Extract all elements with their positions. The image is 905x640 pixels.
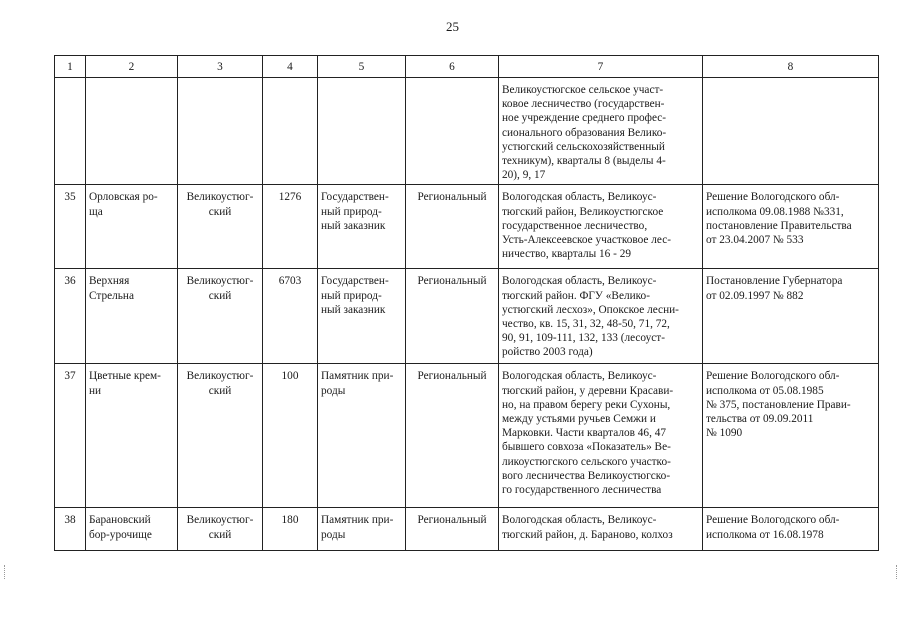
district-cell [178,508,263,551]
cell-line: Великоустюг- [186,275,254,288]
district-cell [178,185,263,269]
category-cell [318,185,406,269]
cell-line: Вологодская область, Великоус- [502,370,657,383]
document-cell [703,508,879,551]
cell-line: тюгский район, д. Бараново, колхоз [502,528,673,541]
table-row [55,78,879,185]
cell-line: ное учреждение среднего профес- [502,112,667,125]
district-cell [178,269,263,364]
cell-line: Верхняя [89,275,130,288]
category-cell [318,78,406,185]
cell-line: государственное лесничество, [502,219,648,232]
district-cell [178,364,263,508]
significance-cell: Региональный [406,364,499,508]
document-cell [703,185,879,269]
name-cell [86,78,178,185]
name-cell [86,185,178,269]
area-cell [263,78,318,185]
cell-line: ный заказник [321,219,386,232]
area-cell: 180 [263,508,318,551]
cell-line: тюгский район, у деревни Красави- [502,384,674,397]
cell-line: Цветные крем- [89,370,161,383]
column-header: 2 [86,56,178,78]
significance-cell: Региональный [406,269,499,364]
cell-line: бывшего совхоза «Показатель» Ве- [502,441,671,454]
cell-line: 20), 9, 17 [502,169,546,182]
table-row [55,364,879,508]
cell-line: ный природ- [321,205,382,218]
significance-cell: Региональный [406,185,499,269]
cell-line: Барановский [89,514,151,527]
cell-line: но, на правом берегу реки Сухоны, [502,398,671,411]
row-number-cell: 35 [55,185,86,269]
cell-line: постановление Правительства [706,219,852,232]
location-cell [499,364,703,508]
cell-line: техникум), кварталы 8 (выделы 4- [502,155,666,168]
category-cell [318,364,406,508]
row-number-cell: 38 [55,508,86,551]
column-header: 8 [703,56,879,78]
scan-edge-mark [896,565,899,579]
cell-line: ский [208,289,232,302]
location-cell [499,508,703,551]
cell-line: ща [89,205,103,218]
cell-line: Решение Вологодского обл- [706,514,840,527]
cell-line: устюгский лесхоз», Опокское лесни- [502,303,679,316]
cell-line: Стрельна [89,289,134,302]
cell-line: от 02.09.1997 № 882 [706,289,804,302]
cell-line: исполкома от 16.08.1978 [706,528,824,541]
cell-line: Великоустюг- [186,370,254,383]
cell-line: Решение Вологодского обл- [706,370,840,383]
cell-line: между устьями ручьев Семжи и [502,413,656,426]
cell-line: тюгский район, Великоустюгское [502,205,664,218]
cell-line: ный природ- [321,289,382,302]
cell-line: № 375, постановление Прави- [706,398,851,411]
row-number-cell [55,78,86,185]
cell-line: ный заказник [321,303,386,316]
cell-line: исполкома от 05.08.1985 [706,384,824,397]
scan-edge-mark [4,565,7,579]
significance-cell [406,78,499,185]
cell-line: ройство 2003 года) [502,346,593,359]
row-number-cell: 36 [55,269,86,364]
cell-line: Решение Вологодского обл- [706,191,840,204]
table-row [55,269,879,364]
area-cell: 1276 [263,185,318,269]
table-row [55,185,879,269]
name-cell [86,269,178,364]
column-header: 6 [406,56,499,78]
cell-line: Великоустюгское сельское участ- [502,84,664,96]
cell-line: Памятник при- [321,370,394,383]
cell-line: № 1090 [706,427,743,440]
cell-line: го государственного лесничества [502,484,662,497]
area-cell: 6703 [263,269,318,364]
cell-line: Вологодская область, Великоус- [502,514,657,527]
cell-line: роды [321,384,346,397]
document-cell [703,269,879,364]
location-cell [499,185,703,269]
cell-line: сионального образования Велико- [502,126,667,139]
document-cell [703,364,879,508]
location-cell [499,269,703,364]
name-cell [86,364,178,508]
table-row [55,508,879,551]
category-cell [318,269,406,364]
cell-line: ликоустюгского сельского участко- [502,455,671,468]
cell-line: ковое лесничество (государствен- [502,98,665,111]
column-header: 4 [263,56,318,78]
cell-line: чество, кв. 15, 31, 32, 48-50, 71, 72, [502,318,670,331]
cell-line: вого лесничества Великоустюгско- [502,469,671,482]
category-cell [318,508,406,551]
significance-cell: Региональный [406,508,499,551]
page-number: 25 [446,19,459,34]
header-row [55,56,879,78]
name-cell [86,508,178,551]
cell-line: устюгский сельскохозяйственный [502,140,665,153]
cell-line: Марковки. Части кварталов 46, 47 [502,427,667,440]
cell-line: Вологодская область, Великоус- [502,275,657,288]
column-header: 3 [178,56,263,78]
cell-line: Постановление Губернатора [706,275,843,288]
cell-line: ничество, кварталы 16 - 29 [502,248,632,261]
column-header: 1 [55,56,86,78]
row-number-cell: 37 [55,364,86,508]
cell-line: ский [208,528,232,541]
area-cell: 100 [263,364,318,508]
cell-line: Великоустюг- [186,514,254,527]
cell-line: ский [208,384,232,397]
document-cell [703,78,879,185]
cell-line: ский [208,205,232,218]
cell-line: тюгский район. ФГУ «Велико- [502,289,650,302]
cell-line: исполкома 09.08.1988 №331, [706,205,844,218]
cell-line: ни [89,384,102,397]
cell-line: Памятник при- [321,514,394,527]
protected-areas-table [54,55,879,551]
cell-line: тельства от 09.09.2011 [706,413,814,426]
column-header: 5 [318,56,406,78]
cell-line: Великоустюг- [186,191,254,204]
cell-line: Государствен- [321,191,389,204]
location-cell [499,78,703,185]
cell-line: 90, 91, 109-111, 132, 133 (лесоуст- [502,332,666,345]
cell-line: роды [321,528,346,541]
column-header: 7 [499,56,703,78]
district-cell [178,78,263,185]
cell-line: Государствен- [321,275,389,288]
cell-line: Вологодская область, Великоус- [502,191,657,204]
cell-line: Орловская ро- [89,191,158,204]
cell-line: бор-урочище [89,528,152,541]
cell-line: от 23.04.2007 № 533 [706,234,804,247]
cell-line: Усть-Алексеевское участковое лес- [502,234,671,247]
